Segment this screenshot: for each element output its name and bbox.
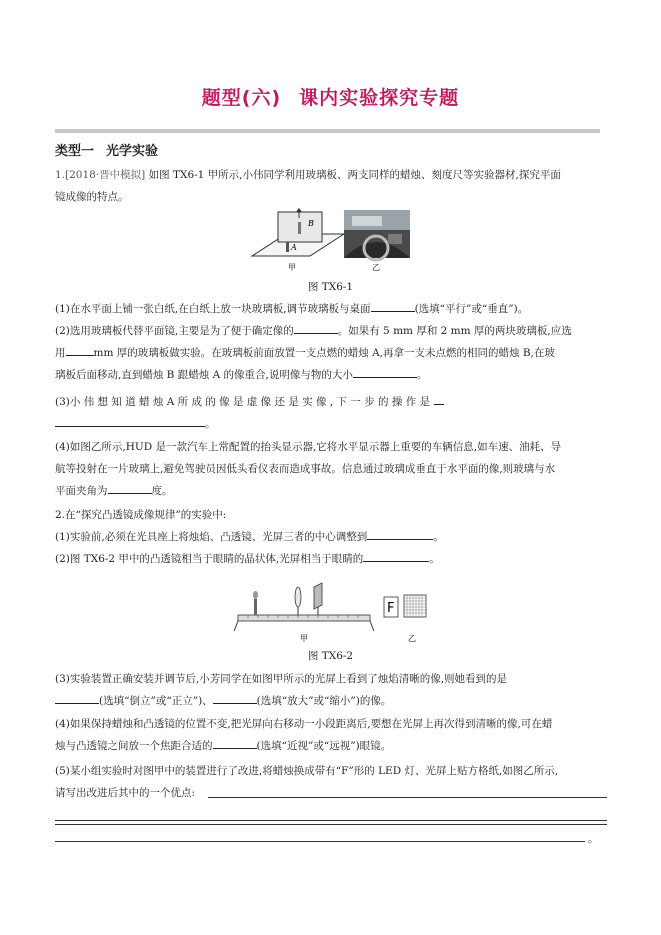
q1-part-2-line-2 [55, 342, 607, 364]
label-a: A [291, 243, 297, 252]
candle-flame [253, 591, 258, 599]
q2-p3-text-c: (选填“放大”或“缩小”)的像。 [256, 695, 392, 707]
label-b: B [308, 219, 314, 228]
q2-blank-5[interactable] [213, 736, 257, 749]
fig2-jia-label: 甲 [300, 634, 308, 643]
grid-paper-screen [404, 595, 426, 617]
q1-p3-text-a: (3)小 伟 想 知 道 蜡 烛 A 所 成 的 像 是 虚 像 还 是 实 像 , 下 一 步 的 操 作 是 [55, 396, 431, 408]
q2-part-5-line-2: 请写出改进后其中的一个优点: [55, 787, 196, 799]
figure-tx6-1 [248, 208, 413, 280]
q1-p4-text-d: 度。 [151, 485, 173, 497]
q1-part-4-line-3 [55, 480, 607, 502]
q1-p1-text-a: (1)在水平面上铺一张白纸,在白纸上放一块玻璃板,调节玻璃板与桌面 [55, 303, 371, 315]
q1-part-3-line-1 [55, 391, 607, 413]
title-part-1: 题型(六) [201, 87, 282, 109]
q1-part-1 [55, 298, 607, 320]
hud-dashboard-photo [344, 210, 410, 260]
q1-p1-text-b: (选填“平行”或“垂直”)。 [414, 303, 529, 315]
q1-blank-3[interactable] [66, 343, 94, 356]
q1-part-4-line-2: 航等投射在一片玻璃上,避免驾驶员因低头看仪表而造成事故。信息通过玻璃成垂直于水平面的像,则玻璃与水 [55, 463, 556, 475]
q1-p2-text-b: 。如果有 5 mm 厚和 2 mm 厚的两块玻璃板,应选 [337, 325, 572, 337]
optical-bench-diagram [234, 583, 374, 631]
answer-line-4[interactable] [55, 841, 585, 842]
q1-blank-5-start[interactable] [434, 392, 444, 405]
q2-p2-text-b: 。 [429, 553, 440, 565]
q1-p2-text-d: mm 厚的玻璃板做实验。在玻璃板前面放置一支点燃的蜡烛 A,再拿一支未点燃的相同的蜡烛 B,在玻 [93, 347, 555, 359]
light-screen [314, 583, 322, 609]
section-heading [55, 140, 158, 159]
q1-blank-2[interactable] [294, 321, 338, 334]
q1-intro-line-1 [55, 164, 607, 186]
q2-part-4-line-2 [55, 735, 607, 757]
title-part-2: 课内实验探究专题 [299, 87, 460, 109]
q1-p2-text-f: 。 [416, 369, 428, 381]
q2-part-3-line-2 [55, 690, 607, 712]
q2-blank-4[interactable] [213, 691, 257, 704]
q1-blank-4[interactable] [353, 365, 417, 378]
answer-line-1[interactable] [208, 797, 607, 798]
q1-intro-line-2: 镜成像的特点。 [55, 191, 129, 203]
q2-p5-end: 。 [588, 833, 599, 845]
section-name: 光学实验 [106, 144, 159, 159]
q1-blank-5[interactable] [55, 414, 205, 427]
convex-lens [295, 587, 301, 607]
q2-p2-text-a: (2)图 TX6-2 甲中的凸透镜相当于眼睛的晶状体,光屏相当于眼睛的 [55, 553, 364, 565]
q2-part-4-line-1: (4)如果保持蜡烛和凸透镜的位置不变,把光屏向右移动一小段距离后,要想在光屏上再次得到清晰的像,可在蜡 [55, 718, 553, 730]
q1-part-3-line-2 [55, 413, 607, 435]
fig1-jia-label: 甲 [288, 263, 296, 272]
q2-p4-text-b: 烛与凸透镜之间放一个焦距合适的 [55, 740, 213, 752]
q2-blank-2[interactable] [363, 549, 429, 562]
q1-p3-text-b: 。 [205, 418, 216, 430]
q2-p3-text-b: (选填“倒立”或“正立”)、 [99, 695, 213, 707]
q1-blank-1[interactable] [371, 299, 415, 312]
q2-part-2 [55, 548, 607, 570]
q2-part-5-line-1: (5)某小组实验时对图甲中的装置进行了改进,将蜡烛换成带有“F”形的 LED 灯、光屏上贴方格纸,如图乙所示, [55, 765, 559, 777]
q2-p1-text-a: (1)实验前,必须在光具座上将烛焰、凸透镜、光屏三者的中心调整到 [55, 531, 368, 543]
q1-source: 1.[2018·晋中模拟] [55, 169, 146, 181]
answer-line-2[interactable] [55, 820, 607, 821]
title-divider [55, 129, 600, 133]
q2-part-3-line-1: (3)实验装置正确安装并调节后,小芳同学在如图甲所示的光屏上看到了烛焰清晰的像,则她看到的是 [55, 673, 508, 685]
q1-p2-text-e: 璃板后面移动,直到蜡烛 B 跟蜡烛 A 的像重合,说明像与物的大小 [55, 369, 353, 381]
q1-part-2-line-1 [55, 320, 607, 342]
q1-p2-text-a: (2)选用玻璃板代替平面镜,主要是为了便于确定像的 [55, 325, 294, 337]
q1-p2-text-c: 用 [55, 347, 66, 359]
figure-tx6-1-caption: 图 TX6-1 [307, 281, 354, 293]
led-f-and-grid-screen [384, 595, 426, 617]
page-title [0, 83, 661, 110]
figure-tx6-2-caption: 图 TX6-2 [307, 650, 354, 662]
q1-blank-6[interactable] [108, 481, 152, 494]
answer-line-3[interactable] [55, 824, 607, 825]
q2-p4-text-c: (选填“近视”或“远视”)眼镜。 [256, 740, 392, 752]
section-label: 类型一 [55, 144, 95, 159]
q2-blank-3[interactable] [55, 691, 99, 704]
q2-blank-1[interactable] [367, 527, 433, 540]
q1-part-2-line-3 [55, 364, 607, 386]
fig1-yi-label: 乙 [372, 263, 380, 272]
figure-tx6-2 [232, 575, 432, 647]
q1-intro-a: 如图 TX6-1 甲所示,小伟同学利用玻璃板、两支同样的蜡烛、刻度尺等实验器材,探究平面 [148, 169, 561, 181]
mirror-setup-diagram [252, 208, 344, 256]
q1-p4-text-c: 平面夹角为 [55, 485, 108, 497]
fig2-yi-label: 乙 [408, 634, 416, 643]
candle-a [286, 242, 289, 252]
q2-part-1 [55, 526, 607, 548]
f-letter: F [387, 601, 395, 616]
q1-part-4-line-1: (4)如图乙所示,HUD 是一款汽车上常配置的抬头显示器,它将水平显示器上重要的车辆信息,如车速、油耗、导 [55, 441, 562, 453]
candle [254, 599, 257, 615]
q2-intro: 2.在“探究凸透镜成像规律”的实验中: [55, 509, 227, 521]
candle-b [298, 222, 301, 234]
q2-p1-text-b: 。 [433, 531, 444, 543]
